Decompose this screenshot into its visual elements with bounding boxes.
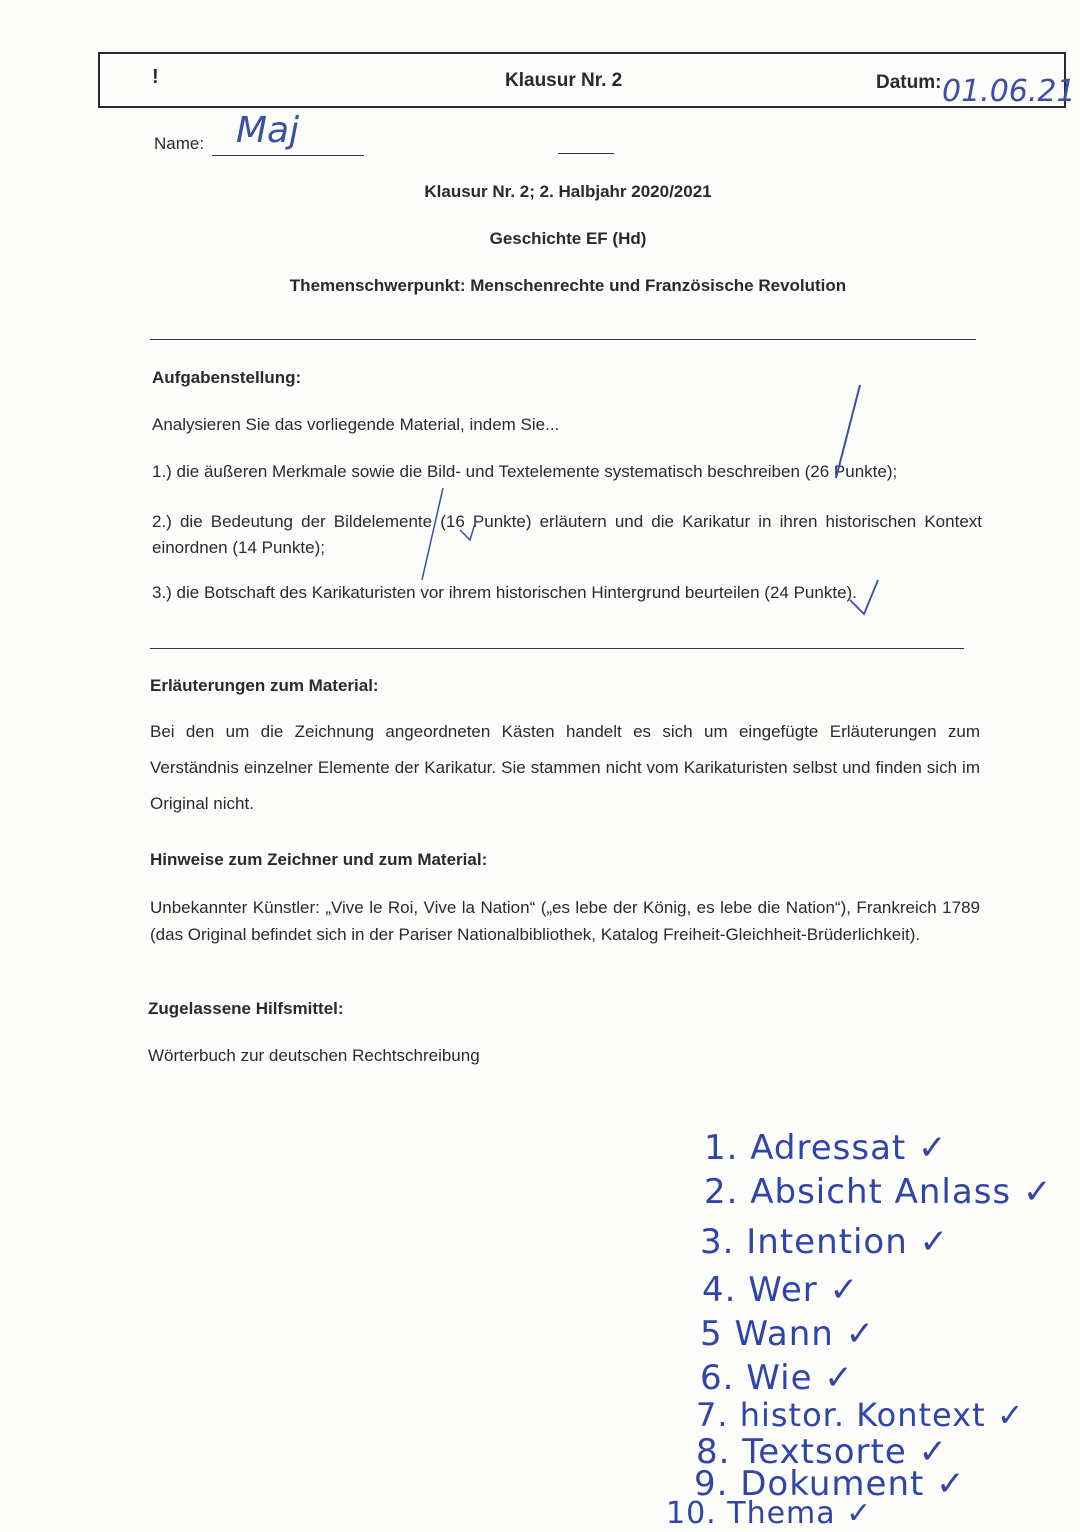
aids-text: Wörterbuch zur deutschen Rechtschreibung bbox=[148, 1046, 480, 1065]
hints-text: Unbekannter Künstler: „Vive le Roi, Vive la Nation“ („es lebe der König, es lebe die Nation“), Frankreich 1789 (das Original befindet sich in der Pariser Nationalbibliothek, Katalog Freiheit-Gleichheit-Brüderlichkeit). bbox=[150, 898, 980, 944]
task-2: 2.) die Bedeutung der Bildelemente (16 Punkte) erläutern und die Karikatur in ihren historischen Kontext einordnen (14 Punkte); bbox=[152, 512, 982, 557]
tasks-intro: Analysieren Sie das vorliegende Material, indem Sie... bbox=[152, 415, 560, 434]
handwritten-note: 4. Wer ✓ bbox=[702, 1270, 860, 1310]
handwritten-note: 6. Wie ✓ bbox=[700, 1358, 854, 1398]
check-stroke bbox=[850, 580, 878, 614]
handwritten-note: 3. Intention ✓ bbox=[700, 1222, 950, 1262]
check-stroke bbox=[460, 520, 476, 540]
exam-topic: Themenschwerpunkt: Menschenrechte und Französische Revolution bbox=[289, 276, 847, 295]
check-stroke bbox=[422, 488, 443, 580]
material-text: Bei den um die Zeichnung angeordneten Kästen handelt es sich um eingefügte Erläuterungen zum Verständnis einzelner Elemente der Karikatur. Sie stammen nicht vom Karikaturisten selbst und finden sich im Original nicht. bbox=[150, 722, 980, 813]
handwritten-note: 2. Absicht Anlass ✓ bbox=[704, 1172, 1053, 1212]
teacher-marks bbox=[380, 380, 940, 640]
aids-heading: Zugelassene Hilfsmittel: bbox=[148, 999, 344, 1018]
date-label: Datum: bbox=[876, 72, 942, 93]
handwritten-note: 8. Textsorte ✓ bbox=[696, 1432, 949, 1472]
name-underline bbox=[212, 155, 364, 156]
material-heading: Erläuterungen zum Material: bbox=[150, 676, 379, 695]
handwritten-note: 9. Dokument ✓ bbox=[694, 1464, 966, 1504]
short-rule bbox=[558, 153, 614, 154]
divider-bottom bbox=[150, 648, 964, 649]
divider-top bbox=[150, 339, 976, 340]
handwritten-note: 10. Thema ✓ bbox=[666, 1496, 873, 1531]
header-title: Klausur Nr. 2 bbox=[505, 70, 623, 91]
check-stroke bbox=[836, 385, 860, 478]
date-value: 01.06.21 bbox=[942, 74, 1076, 109]
tasks-heading: Aufgabenstellung: bbox=[152, 368, 302, 387]
exam-subtitle: Klausur Nr. 2; 2. Halbjahr 2020/2021 bbox=[424, 182, 712, 201]
name-value: Maj bbox=[236, 110, 300, 151]
handwritten-note: 7. histor. Kontext ✓ bbox=[696, 1396, 1025, 1434]
task-3: 3.) die Botschaft des Karikaturisten vor ihrem historischen Hintergrund beurteilen (24 Punkte). bbox=[152, 583, 857, 602]
hints-heading: Hinweise zum Zeichner und zum Material: bbox=[150, 850, 488, 869]
handwritten-note: 5 Wann ✓ bbox=[700, 1314, 876, 1354]
header-mark: ! bbox=[152, 66, 159, 88]
name-label: Name: bbox=[154, 134, 205, 153]
task-1: 1.) die äußeren Merkmale sowie die Bild- und Textelemente systematisch beschreiben (26 Punkte); bbox=[152, 462, 898, 481]
handwritten-note: 1. Adressat ✓ bbox=[704, 1128, 948, 1168]
exam-course: Geschichte EF (Hd) bbox=[489, 229, 647, 248]
